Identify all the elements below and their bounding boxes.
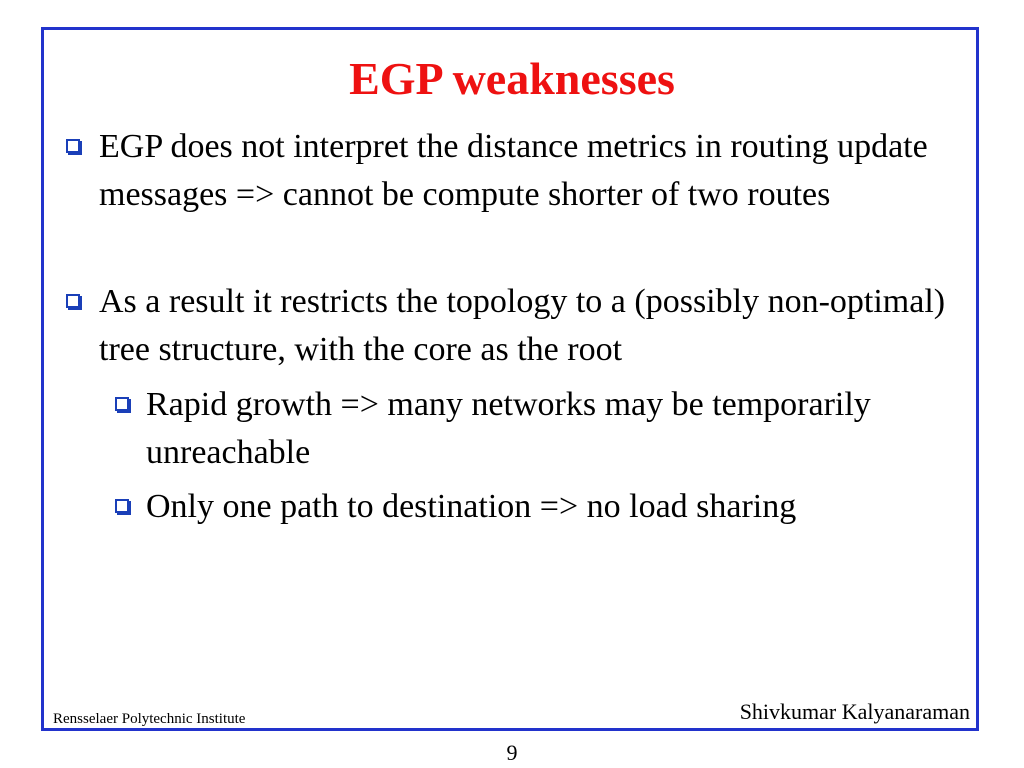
square-bullet-icon <box>115 397 129 411</box>
bullet-item <box>99 278 969 374</box>
slide-title: EGP weaknesses <box>349 53 675 104</box>
bullet-text: EGP does not interpret the distance metrics in routing update messages => cannot be compute shorter of two routes <box>99 128 928 213</box>
footer-institution: Rensselaer Polytechnic Institute <box>53 711 246 727</box>
bullet-text: Rapid growth => many networks may be temporarily unreachable <box>146 386 871 471</box>
sub-bullet-item <box>146 483 946 531</box>
sub-bullet-item <box>146 381 946 477</box>
bullet-text: Only one path to destination => no load sharing <box>146 488 797 525</box>
bullet-text: As a result it restricts the topology to a (possibly non-optimal) tree structure, with the core as the root <box>99 283 946 368</box>
square-bullet-icon <box>66 139 80 153</box>
square-bullet-icon <box>66 294 80 308</box>
square-bullet-icon <box>115 499 129 513</box>
bullet-item <box>99 123 969 219</box>
footer-author: Shivkumar Kalyanaraman <box>739 699 970 724</box>
page-number: 9 <box>506 740 518 765</box>
